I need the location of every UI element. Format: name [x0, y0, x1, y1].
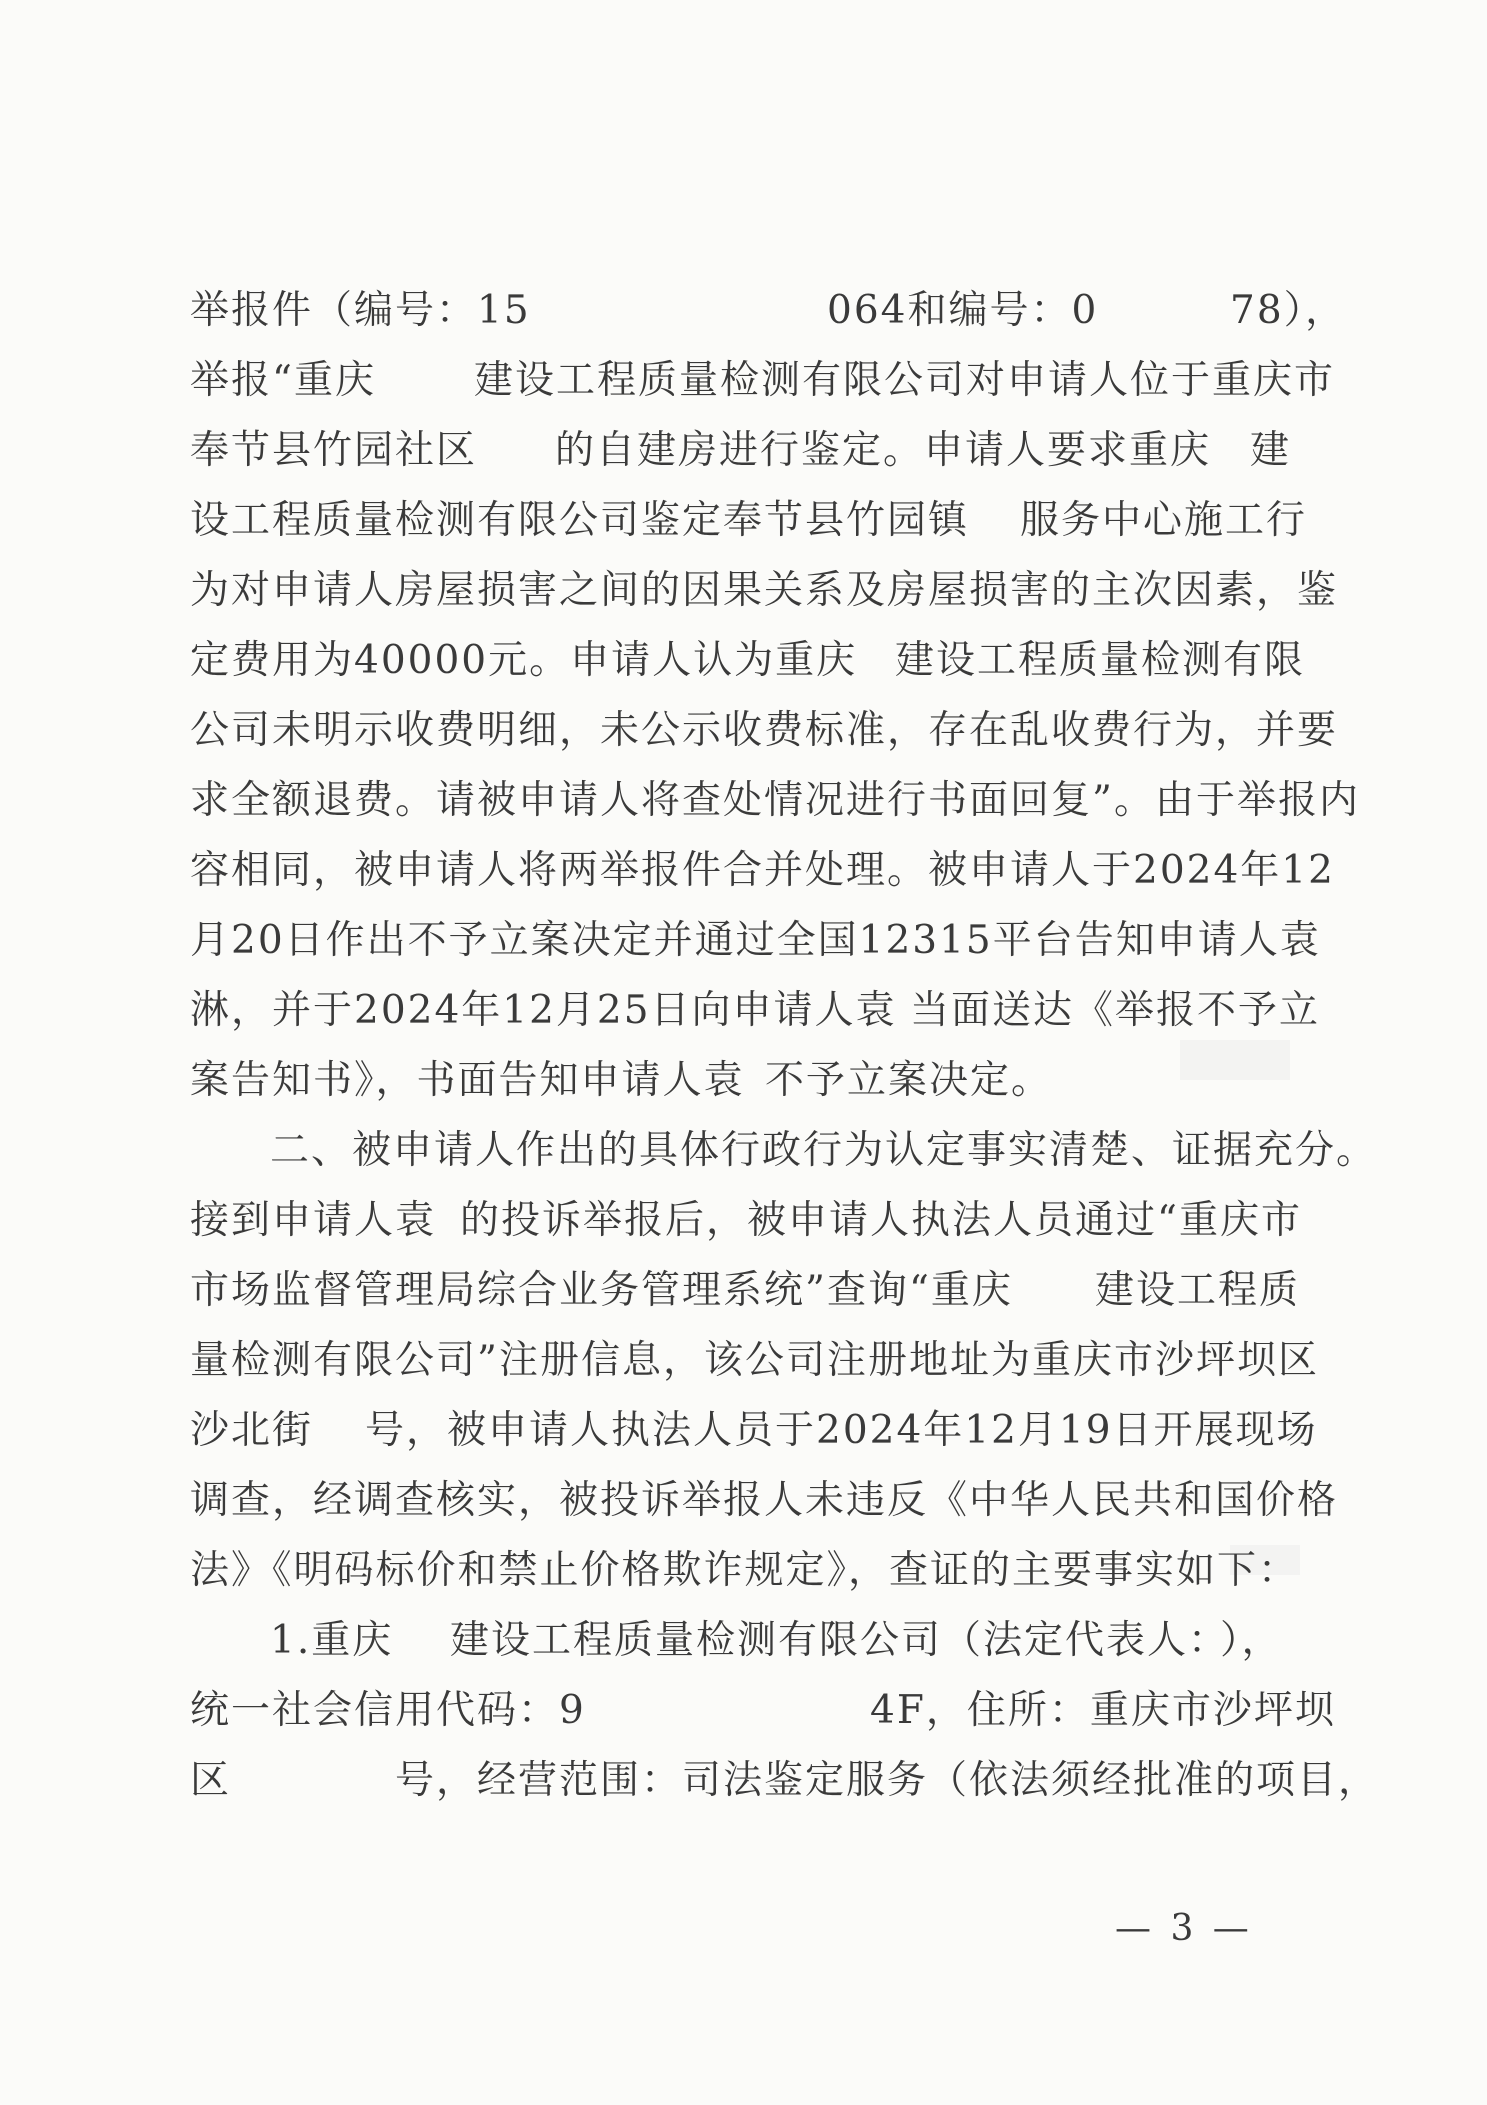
text-line-4: [190, 486, 1308, 556]
text-line-20: [190, 1606, 1290, 1676]
line-4-part-1: 设工程质量检测有限公司鉴定奉节县竹园镇: [190, 498, 970, 543]
line-3-part-3: 建: [1250, 428, 1292, 473]
line-14-part-2: 的投诉举报后，被申请人执法人员通过“重庆市: [460, 1198, 1302, 1243]
line-9-part-1: 容相同，被申请人将两举报件合并处理。被申请人于2024年12: [190, 848, 1335, 893]
text-line-22: [190, 1746, 1380, 1816]
line-17-part-1: 沙北街: [190, 1408, 314, 1453]
line-5-part-1: 为对申请人房屋损害之间的因果关系及房屋损害的主次因素，鉴: [190, 568, 1339, 613]
line-2-part-1: 举报“重庆: [190, 358, 376, 403]
line-20-part-2: 建设工程质量检测有限公司（法定代表人：: [450, 1618, 1230, 1663]
text-line-6: [190, 626, 1306, 696]
line-11-part-1: 淋，并于2024年12月25日向申请人袁: [190, 988, 897, 1033]
line-4-part-2: 服务中心施工行: [1020, 498, 1308, 543]
line-15-part-2: 建设工程质: [1095, 1268, 1301, 1313]
line-11-part-2: 当面送达《举报不予立: [910, 988, 1321, 1033]
line-16-part-1: 量检测有限公司”注册信息，该公司注册地址为重庆市沙坪坝区: [190, 1338, 1319, 1383]
text-line-7: [190, 696, 1339, 766]
text-line-5: [190, 556, 1339, 626]
line-2-part-2: 建设工程质量检测有限公司对申请人位于重庆市: [474, 358, 1336, 403]
line-12-part-1: 案告知书》，书面告知申请人袁: [190, 1058, 745, 1103]
text-line-3: [190, 416, 1290, 486]
line-17-part-2: 号，被申请人执法人员于2024年12月19日开展现场: [365, 1408, 1318, 1453]
text-line-9: [190, 836, 1335, 906]
text-line-18: [190, 1466, 1339, 1536]
line-6-part-2: 建设工程质量检测有限: [895, 638, 1306, 683]
text-line-21: [190, 1676, 1336, 1746]
line-7-part-1: 公司未明示收费明细，未公示收费标准，存在乱收费行为，并要: [190, 708, 1339, 753]
text-line-15: [190, 1256, 1301, 1326]
line-15-part-1: 市场监督管理局综合业务管理系统”查询“重庆: [190, 1268, 1013, 1313]
line-20-part-1: 1.重庆: [270, 1618, 394, 1663]
text-line-14: [190, 1186, 1302, 1256]
line-12-part-2: 不予立案决定。: [765, 1058, 1053, 1103]
line-13-part-1: 二、被申请人作出的具体行政行为认定事实清楚、证据充分。: [270, 1128, 1378, 1173]
line-14-part-1: 接到申请人袁: [190, 1198, 437, 1243]
line-18-part-1: 调查，经调查核实，被投诉举报人未违反《中华人民共和国价格: [190, 1478, 1339, 1523]
text-line-17: [190, 1396, 1318, 1466]
text-line-19: [190, 1536, 1300, 1606]
text-line-11: [190, 976, 1321, 1046]
line-20-part-3: ），: [1220, 1618, 1283, 1663]
text-line-10: [190, 906, 1321, 976]
line-8-part-1: 求全额退费。请被申请人将查处情况进行书面回复”。由于举报内: [190, 778, 1360, 823]
line-1-part-2: 064和编号：0: [827, 288, 1099, 333]
line-1-part-3: 78），: [1230, 288, 1347, 333]
text-line-16: [190, 1326, 1319, 1396]
text-line-1: [190, 276, 1347, 346]
line-1-part-1: 举报件（编号：15: [190, 288, 531, 333]
page-number: — 3 —: [1115, 1908, 1253, 1949]
line-22-part-2: 号，经营范围：司法鉴定服务（依法须经批准的项目，: [395, 1758, 1380, 1803]
line-6-part-1: 定费用为40000元。申请人认为重庆: [190, 638, 858, 683]
line-21-part-2: 4F，住所：重庆市沙坪坝: [870, 1688, 1336, 1733]
text-line-13: [190, 1116, 1378, 1186]
line-10-part-1: 月20日作出不予立案决定并通过全国12315平台告知申请人袁: [190, 918, 1321, 963]
line-19-part-1: 法》《明码标价和禁止价格欺诈规定》，查证的主要事实如下：: [190, 1548, 1300, 1593]
line-3-part-1: 奉节县竹园社区: [190, 428, 478, 473]
text-line-12: [190, 1046, 1290, 1116]
line-22-part-1: 区: [190, 1758, 232, 1803]
text-line-8: [190, 766, 1360, 836]
line-3-part-2: 的自建房进行鉴定。申请人要求重庆: [555, 428, 1212, 473]
text-line-2: [190, 346, 1336, 416]
line-21-part-1: 统一社会信用代码：9: [190, 1688, 586, 1733]
